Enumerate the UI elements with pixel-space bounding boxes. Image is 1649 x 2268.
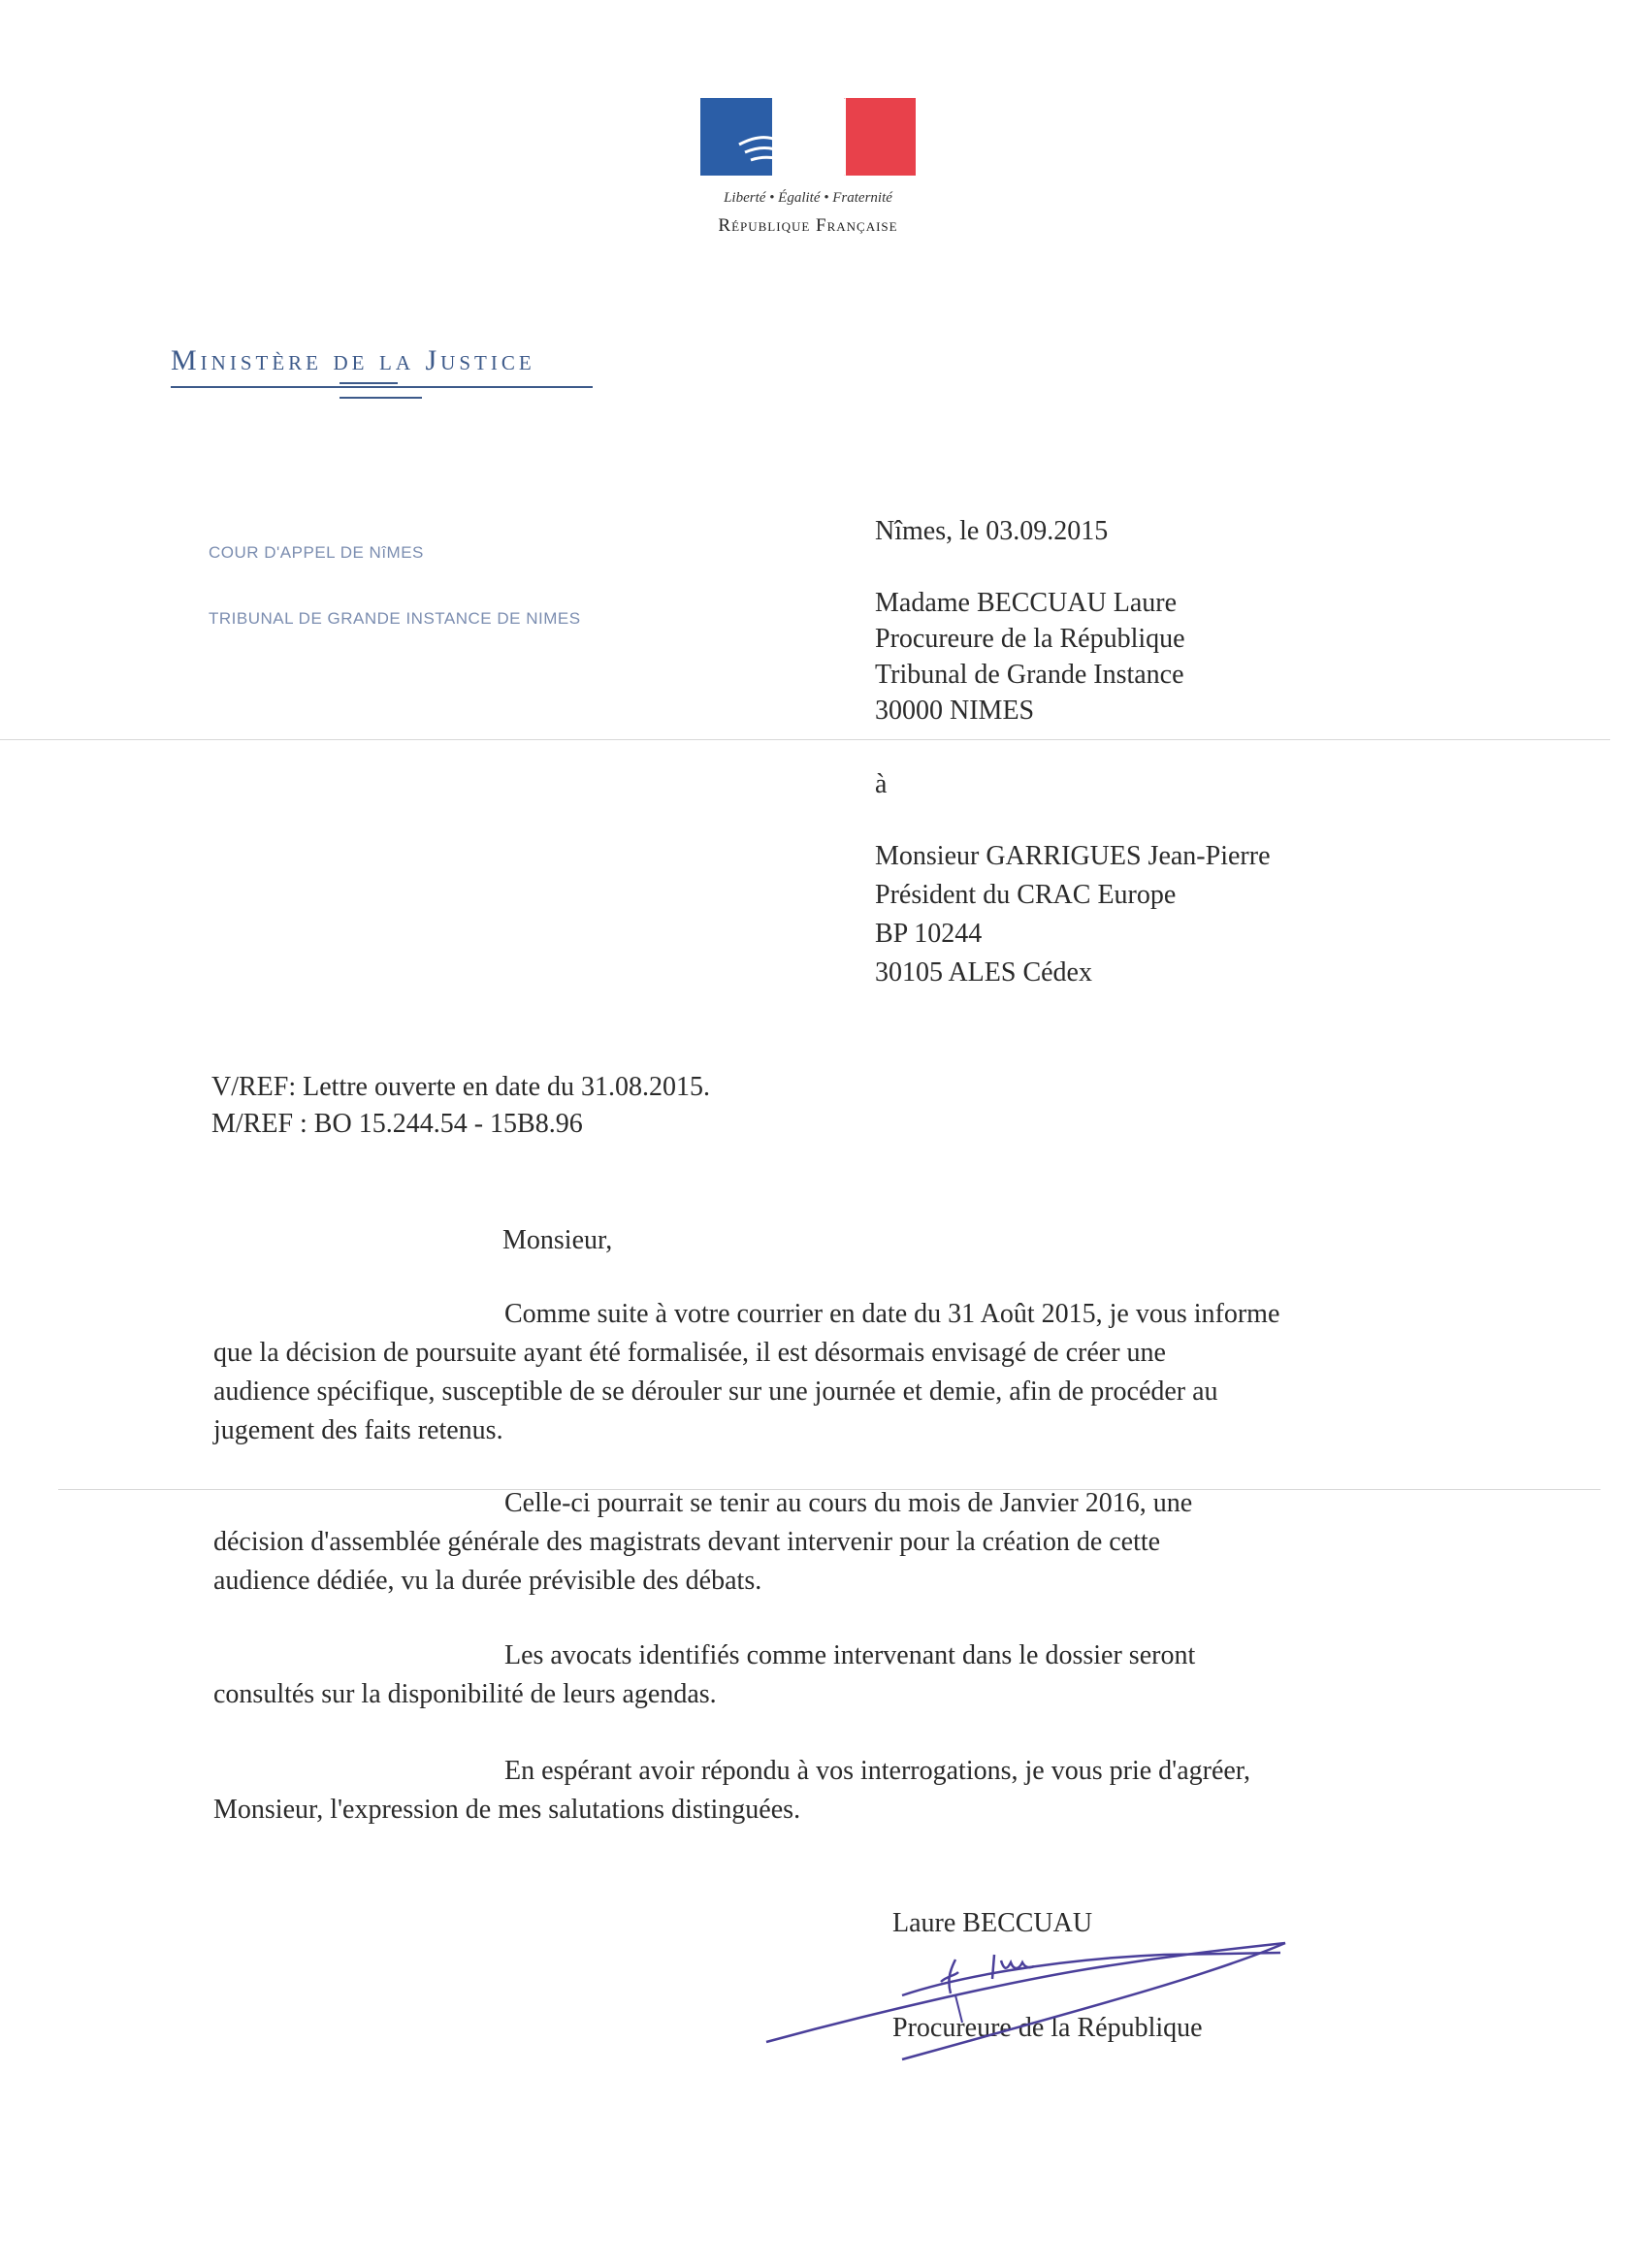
ministry-underline xyxy=(171,386,593,388)
recipient-address-line: Président du CRAC Europe xyxy=(875,880,1177,910)
signatory-name: Laure BECCUAU xyxy=(892,1908,1093,1938)
handwritten-signature xyxy=(757,1926,1300,2071)
paragraph-line: Comme suite à votre courrier en date du 31 Août 2015, je vous informe xyxy=(504,1299,1280,1329)
paragraph-line: Les avocats identifiés comme intervenant dans le dossier seront xyxy=(504,1640,1196,1670)
references xyxy=(211,1069,710,1143)
recipient-address-line: 30105 ALES Cédex xyxy=(875,957,1092,988)
paragraph-line: jugement des faits retenus. xyxy=(213,1415,503,1445)
paragraph-line: En espérant avoir répondu à vos interrogations, je vous prie d'agréer, xyxy=(504,1756,1251,1786)
service-tribunal: TRIBUNAL DE GRANDE INSTANCE DE NIMES xyxy=(209,609,581,628)
republique-francaise: République Française xyxy=(718,215,898,236)
sender-address-line: Procureure de la République xyxy=(875,624,1185,654)
sender-address-line: 30000 NIMES xyxy=(875,696,1035,726)
date-line: Nîmes, le 03.09.2015 xyxy=(875,516,1109,546)
body-paragraph-4 xyxy=(213,1752,1474,1830)
sender-address-line: Tribunal de Grande Instance xyxy=(875,660,1184,690)
ministry-underline-accent xyxy=(340,382,398,384)
body-paragraph-1 xyxy=(213,1295,1474,1450)
paragraph-line: consultés sur la disponibilité de leurs agendas. xyxy=(213,1679,717,1709)
to-word: à xyxy=(875,769,888,799)
paragraph-line: audience spécifique, susceptible de se dérouler sur une journée et demie, afin de procéder au xyxy=(213,1377,1218,1407)
paragraph-line: décision d'assemblée générale des magistrats devant intervenir pour la création de cette xyxy=(213,1527,1161,1557)
recipient-address-line: Monsieur GARRIGUES Jean-Pierre xyxy=(875,841,1271,871)
sender-address-line: Madame BECCUAU Laure xyxy=(875,588,1178,618)
salutation: Monsieur, xyxy=(502,1225,613,1255)
recipient-address-line: BP 10244 xyxy=(875,919,983,949)
paragraph-line: que la décision de poursuite ayant été formalisée, il est désormais envisagé de créer une xyxy=(213,1338,1166,1368)
paragraph-line: Celle-ci pourrait se tenir au cours du mois de Janvier 2016, une xyxy=(504,1488,1193,1518)
mref-line: M/REF : BO 15.244.54 - 15B8.96 xyxy=(211,1109,583,1139)
paragraph-line: Monsieur, l'expression de mes salutations distinguées. xyxy=(213,1795,801,1825)
sender-address xyxy=(875,585,1185,729)
body-paragraph-3 xyxy=(213,1636,1474,1714)
motto: Liberté • Égalité • Fraternité xyxy=(724,190,892,206)
vref-line: V/REF: Lettre ouverte en date du 31.08.2015. xyxy=(211,1072,710,1102)
body-paragraph-2 xyxy=(213,1484,1474,1601)
scan-fold-line xyxy=(0,739,1610,740)
signatory-title: Procureure de la République xyxy=(892,2013,1203,2043)
recipient-address xyxy=(875,837,1271,992)
service-cour-appel: COUR D'APPEL DE NîMES xyxy=(209,543,424,562)
ministry-name: Ministère de la Justice xyxy=(171,344,535,376)
paragraph-line: audience dédiée, vu la durée prévisible des débats. xyxy=(213,1566,762,1596)
ministry-underline-short xyxy=(340,397,422,399)
